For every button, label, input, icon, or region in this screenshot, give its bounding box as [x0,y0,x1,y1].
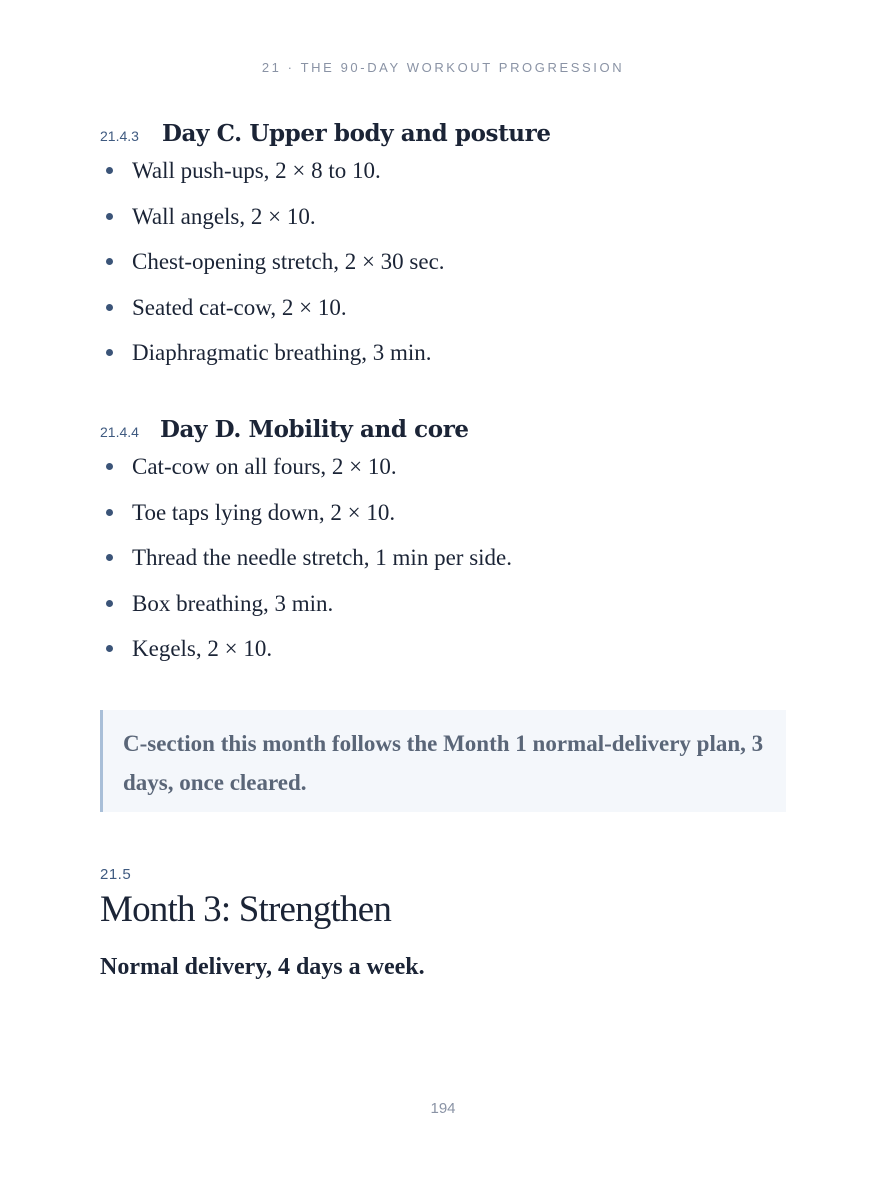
bullet-icon [106,258,113,265]
section-title: Month 3: Strengthen [100,889,392,930]
subsection-day-d [100,416,790,672]
subsection-heading [100,416,790,443]
subsection-title: Day D. Mobility and core [160,416,469,443]
exercise-list [100,444,790,672]
list-item: Box breathing, 3 min. [100,581,790,627]
bullet-icon [106,645,113,652]
list-item: Wall push-ups, 2 × 8 to 10. [100,148,790,194]
subsection-number: 21.4.4 [100,424,139,440]
list-item: Thread the needle stretch, 1 min per side. [100,535,790,581]
subsection-number: 21.4.3 [100,128,139,144]
subsection-title: Day C. Upper body and posture [162,120,551,147]
list-item: Seated cat-cow, 2 × 10. [100,285,790,331]
bullet-icon [106,349,113,356]
section-lead: Normal delivery, 4 days a week. [100,954,425,980]
bullet-icon [106,554,113,561]
callout-note [100,710,786,812]
bullet-icon [106,167,113,174]
section-number: 21.5 [100,866,132,883]
list-item: Diaphragmatic breathing, 3 min. [100,330,790,376]
list-item: Chest-opening stretch, 2 × 30 sec. [100,239,790,285]
subsection-day-c [100,120,790,376]
bullet-icon [106,463,113,470]
list-item: Wall angels, 2 × 10. [100,194,790,240]
page-number: 194 [430,1100,456,1117]
list-item: Kegels, 2 × 10. [100,626,790,672]
exercise-list [100,148,790,376]
bullet-icon [106,213,113,220]
list-item: Toe taps lying down, 2 × 10. [100,490,790,536]
bullet-icon [106,600,113,607]
subsection-heading [100,120,790,147]
list-item: Cat-cow on all fours, 2 × 10. [100,444,790,490]
bullet-icon [106,304,113,311]
running-head: 21 · THE 90-DAY WORKOUT PROGRESSION [261,60,625,75]
callout-text: C-section this month follows the Month 1 normal-delivery plan, 3 days, once cleared. [123,731,764,795]
bullet-icon [106,509,113,516]
